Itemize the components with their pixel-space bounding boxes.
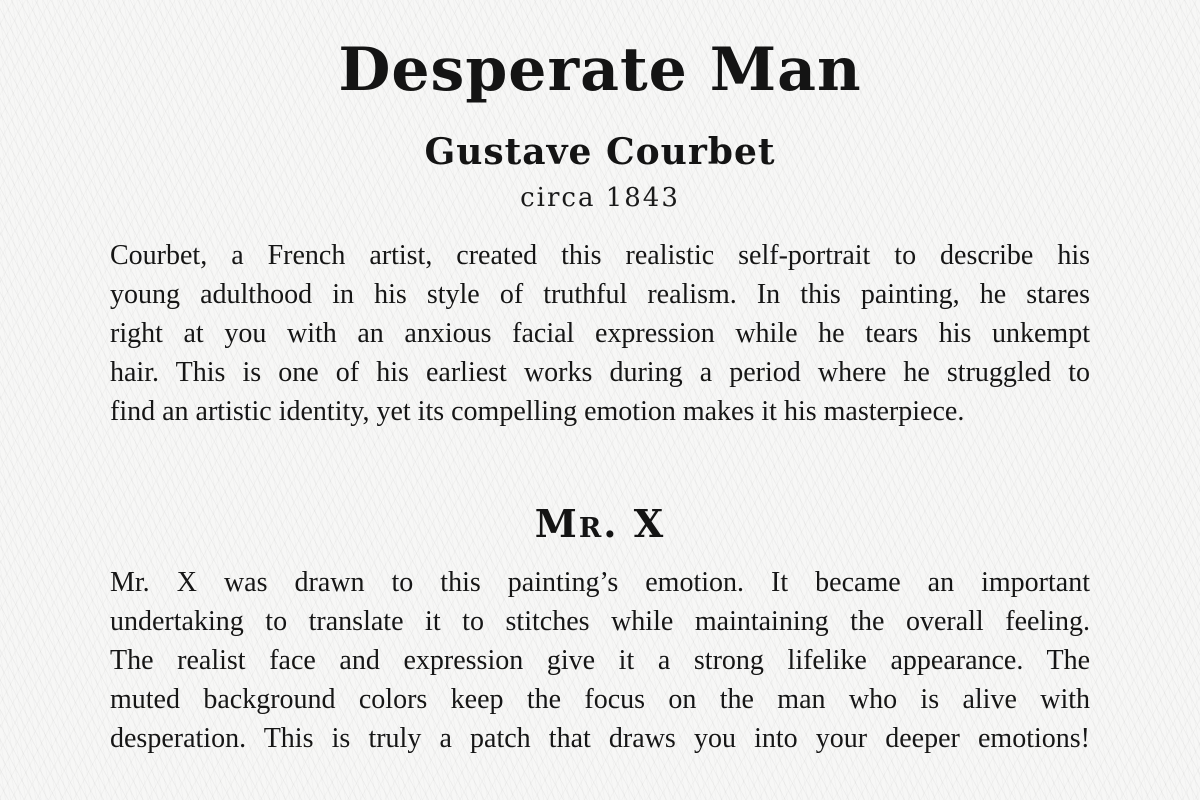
description-line: young adulthood in his style of truthful realism. In this painting, he stares [110, 279, 1090, 310]
description-line: Courbet, a French artist, created this realistic self-portrait to describe his [110, 240, 1090, 271]
description-line: find an artistic identity, yet its compelling emotion makes it his masterpiece. [110, 396, 965, 427]
artwork-description [110, 236, 1090, 431]
section-line: Mr. X was drawn to this painting’s emotion. It became an important [110, 567, 1090, 598]
section-line: desperation. This is truly a patch that draws you into your deeper emotions! [110, 723, 1090, 754]
section-line: The realist face and expression give it a strong lifelike appearance. The [110, 645, 1090, 676]
section-line: muted background colors keep the focus on the man who is alive with [110, 684, 1090, 715]
artwork-title: Desperate Man [338, 35, 862, 105]
artist-name: Gustave Courbet [424, 131, 776, 173]
description-line: right at you with an anxious facial expression while he tears his unkempt [110, 318, 1090, 349]
section-heading: Mr. X [534, 501, 666, 546]
artwork-date: circa 1843 [520, 183, 680, 213]
section-text [110, 563, 1090, 758]
section-line: undertaking to translate it to stitches while maintaining the overall feeling. [110, 606, 1090, 637]
description-line: hair. This is one of his earliest works during a period where he struggled to [110, 357, 1090, 388]
